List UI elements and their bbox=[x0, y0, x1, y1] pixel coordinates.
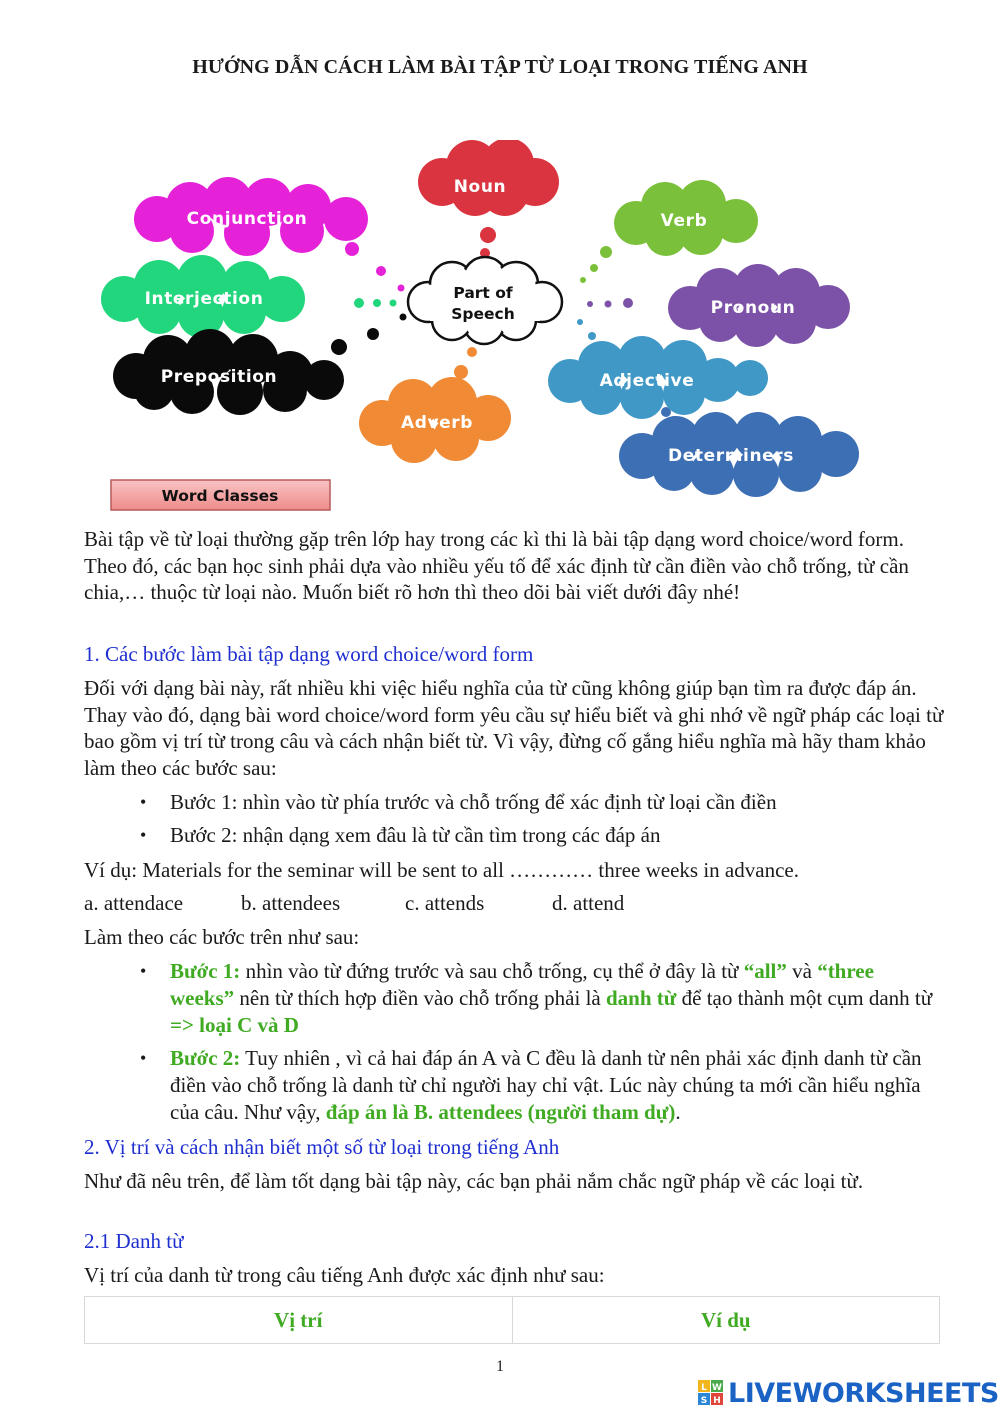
step2-answer: đáp án là B. attendees (người tham dự) bbox=[325, 1100, 676, 1124]
cloud-label-adjective: Adjective bbox=[599, 371, 695, 391]
page-number: 1 bbox=[496, 1358, 504, 1375]
example-sentence: Ví dụ: Materials for the seminar will be sent to all ………… three weeks in advance. bbox=[84, 858, 799, 882]
step1-text: để tạo thành một cụm danh từ bbox=[676, 986, 933, 1010]
section1-heading: 1. Các bước làm bài tập dạng word choice/word form bbox=[84, 642, 534, 666]
subsection-body: Vị trí của danh từ trong câu tiếng Anh được xác định như sau: bbox=[84, 1263, 605, 1287]
cloud-verb bbox=[614, 180, 758, 256]
step1-result: => loại C và D bbox=[170, 1013, 299, 1037]
steps-list bbox=[140, 789, 950, 849]
cloud-label-noun: Noun bbox=[453, 177, 507, 197]
svg-text:W: W bbox=[712, 1383, 722, 1393]
list-item bbox=[140, 1045, 940, 1126]
cloud-adverb bbox=[359, 377, 511, 463]
option-a: a. attendace bbox=[84, 891, 184, 915]
section1-body: Đối với dạng bài này, rất nhiều khi việc hiểu nghĩa của từ cũng không giúp bạn tìm ra được đáp án. Thay vào đó, dạng bài word choice/word form yêu cầu sự hiểu biết và ghi nhớ về ngữ pháp các loại từ bao gồm vị trí từ trong câu và cách nhận biết từ. Vì vậy, đừng cố gắng hiểu nghĩa mà hãy tham khảo làm theo các bước sau: bbox=[84, 676, 944, 780]
step2-label: Bước 2: bbox=[170, 1046, 241, 1070]
center-label-line2: Speech bbox=[451, 305, 515, 323]
liveworksheets-logo bbox=[698, 1378, 999, 1408]
cloud-label-determiners: Determiners bbox=[668, 446, 794, 466]
option-b: b. attendees bbox=[241, 891, 341, 915]
detail-list bbox=[140, 958, 940, 1126]
option-c: c. attends bbox=[405, 891, 485, 915]
table-header-position: Vị trí bbox=[85, 1297, 513, 1344]
word-classes-caption bbox=[111, 480, 330, 510]
cloud-label-adverb: Adverb bbox=[400, 413, 474, 433]
keyword-three-weeks: “three weeks” bbox=[170, 959, 874, 1010]
center-label-line1: Part of bbox=[453, 284, 513, 302]
cloud-determiners bbox=[619, 412, 859, 497]
cloud-interjection bbox=[101, 255, 305, 338]
cloud-part-of-speech bbox=[408, 257, 562, 344]
step2-text: Tuy nhiên , vì cả hai đáp án A và C đều là danh từ nên phải xác định danh từ cần điền vào chỗ trống là danh từ chỉ người hay chỉ vật. Lúc này chúng ta mới cần hiểu nghĩa của câu. Như vậy, bbox=[170, 1046, 922, 1124]
cloud-conjunction bbox=[134, 177, 368, 256]
cloud-label-conjunction: Conjunction bbox=[186, 209, 308, 229]
liveworksheets-icon bbox=[698, 1380, 724, 1406]
cloud-pronoun bbox=[668, 264, 850, 347]
list-item bbox=[140, 958, 940, 1039]
table-header-row bbox=[85, 1297, 940, 1344]
noun-position-table bbox=[84, 1296, 940, 1344]
section2-body: Như đã nêu trên, để làm tốt dạng bài tập này, các bạn phải nắm chắc ngữ pháp về các loại từ. bbox=[84, 1169, 864, 1193]
list-item: • Bước 2: nhận dạng xem đâu là từ cần tìm trong các đáp án bbox=[140, 822, 950, 849]
keyword-danh-tu: danh từ bbox=[606, 986, 677, 1010]
parts-of-speech-diagram bbox=[80, 140, 880, 520]
svg-text:S: S bbox=[700, 1396, 708, 1406]
cloud-label-pronoun: Pronoun bbox=[710, 298, 796, 318]
cloud-noun bbox=[418, 140, 559, 216]
cloud-adjective bbox=[548, 336, 768, 419]
section2-heading: 2. Vị trí và cách nhận biết một số từ loại trong tiếng Anh bbox=[84, 1135, 560, 1159]
cloud-label-preposition: Preposition bbox=[160, 367, 278, 387]
page-title: HƯỚNG DẪN CÁCH LÀM BÀI TẬP TỪ LOẠI TRONG TIẾNG ANH bbox=[192, 56, 808, 78]
follow-text: Làm theo các bước trên như sau: bbox=[84, 925, 360, 949]
cloud-label-interjection: Interjection bbox=[144, 289, 264, 309]
table-header-example: Ví dụ bbox=[512, 1297, 940, 1344]
step2-text: . bbox=[675, 1100, 681, 1124]
svg-text:H: H bbox=[713, 1396, 721, 1406]
step1-text: nhìn vào từ đứng trước và sau chỗ trống, cụ thể ở đây là từ bbox=[240, 959, 744, 983]
step1-text: nên từ thích hợp điền vào chỗ trống phải là bbox=[234, 986, 606, 1010]
brand-name: LIVEWORKSHEETS bbox=[728, 1377, 999, 1409]
step1-label: Bước 1: bbox=[170, 959, 241, 983]
word-classes-label: Word Classes bbox=[161, 487, 279, 505]
keyword-all: “all” bbox=[743, 959, 787, 983]
subsection-heading: 2.1 Danh từ bbox=[84, 1229, 184, 1253]
step1-text: và bbox=[786, 959, 818, 983]
cloud-preposition bbox=[113, 329, 344, 415]
svg-text:L: L bbox=[701, 1383, 707, 1393]
option-d: d. attend bbox=[552, 891, 625, 915]
intro-paragraph: Bài tập về từ loại thường gặp trên lớp hay trong các kì thi là bài tập dạng word choice/word form. Theo đó, các bạn học sinh phải dựa vào nhiều yếu tố để xác định từ cần điền vào chỗ trống, từ cần chia,… thuộc từ loại nào. Muốn biết rõ hơn thì theo dõi bài viết dưới đây nhé! bbox=[84, 527, 909, 604]
list-item: • Bước 1: nhìn vào từ phía trước và chỗ trống để xác định từ loại cần điền bbox=[140, 789, 950, 816]
cloud-label-verb: Verb bbox=[660, 211, 708, 231]
